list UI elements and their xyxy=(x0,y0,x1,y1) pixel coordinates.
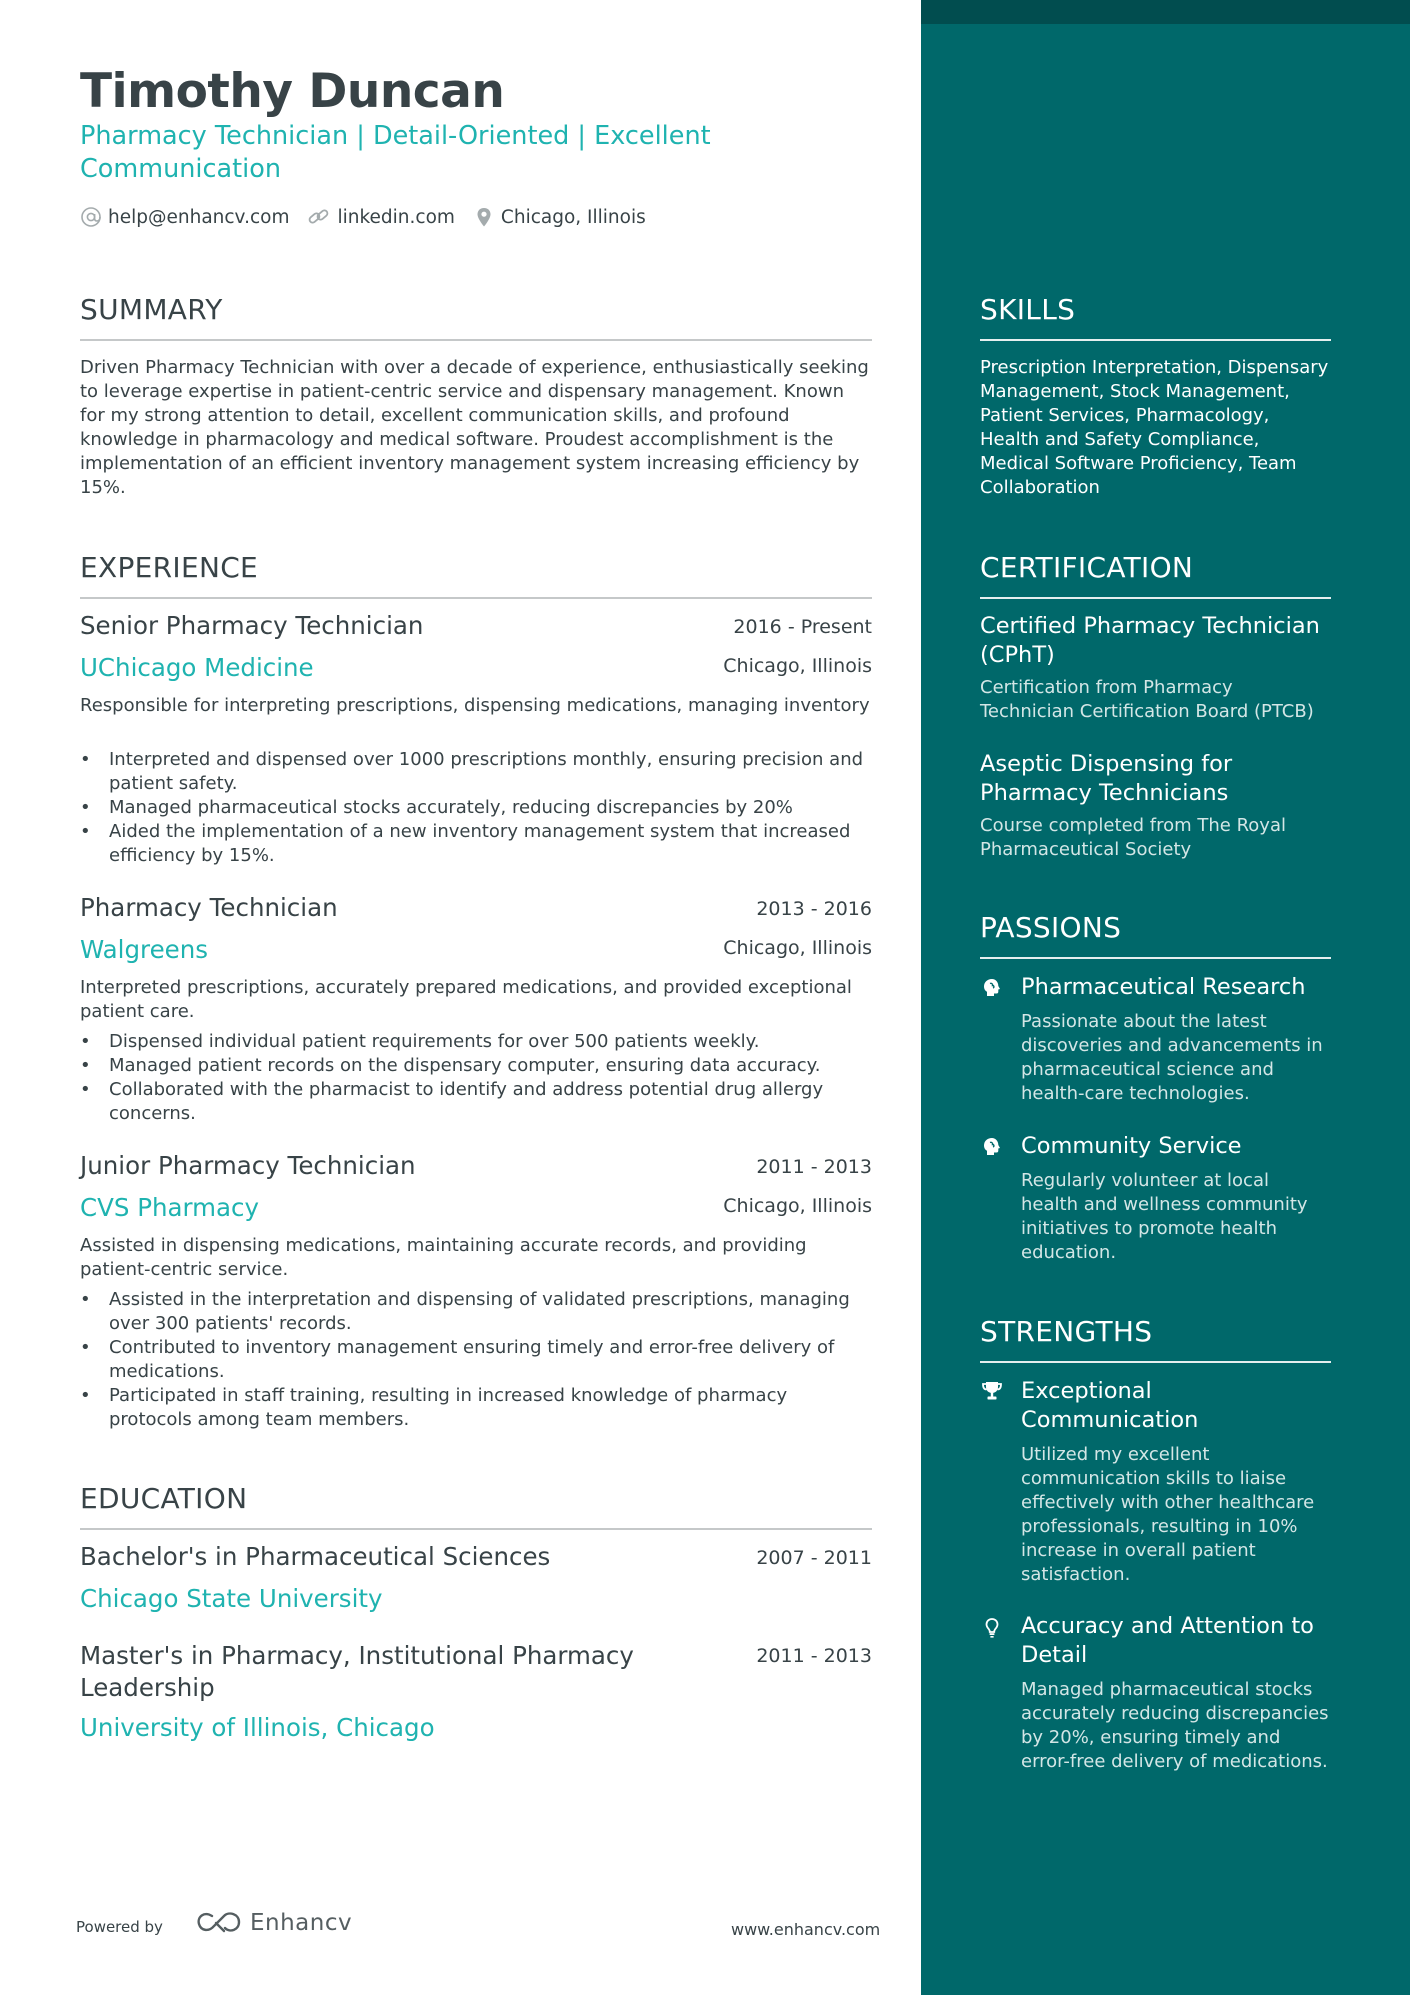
footer-url[interactable]: www.enhancv.com xyxy=(731,1920,881,1939)
contact-location xyxy=(473,206,646,228)
list-item: • Managed pharmaceutical stocks accurately, reducing discrepancies by 20% xyxy=(80,796,872,820)
job-title: Pharmacy Technician xyxy=(80,893,338,922)
lightbulb-icon xyxy=(980,1616,1004,1640)
list-item: • Collaborated with the pharmacist to identify and address potential drug allergy concerns. xyxy=(80,1078,872,1126)
list-item: • Interpreted and dispensed over 1000 prescriptions monthly, ensuring precision and patient safety. xyxy=(80,748,872,796)
certification-detail: Course completed from The Royal Pharmaceutical Society xyxy=(980,815,1286,860)
passion-name: Pharmaceutical Research xyxy=(1021,974,1306,1000)
skills-title: SKILLS xyxy=(980,293,1076,326)
job-bullets xyxy=(80,748,872,868)
passion-detail: Regularly volunteer at local health and wellness community initiatives to promote health education. xyxy=(1021,1170,1308,1263)
list-item: • Managed patient records on the dispensary computer, ensuring data accuracy. xyxy=(80,1054,872,1078)
list-item: • Participated in staff training, resulting in increased knowledge of pharmacy protocols among team members. xyxy=(80,1384,872,1432)
job-dates: 2013 - 2016 xyxy=(756,898,872,920)
job-dates: 2016 - Present xyxy=(733,616,872,638)
at-icon xyxy=(80,206,102,228)
skills-text: Prescription Interpretation, Dispensary Management, Stock Management, Patient Services, Pharmacology, Health and Safety Compliance, Medical Software Proficiency, Team Collaboration xyxy=(980,357,1329,498)
sidebar xyxy=(921,0,1410,1995)
contact-email[interactable] xyxy=(80,206,289,228)
strength-name: Exceptional Communication xyxy=(1021,1378,1199,1433)
school-name: University of Illinois, Chicago xyxy=(80,1713,435,1742)
enhancv-logo-icon xyxy=(196,1911,242,1935)
education-title: EDUCATION xyxy=(80,1482,248,1515)
link-icon xyxy=(307,206,331,228)
candidate-name: Timothy Duncan xyxy=(80,64,505,119)
contact-linkedin-text: linkedin.com xyxy=(337,206,455,228)
job-bullets xyxy=(80,1288,872,1432)
job-dates: 2011 - 2013 xyxy=(756,1156,872,1178)
job-location: Chicago, Illinois xyxy=(723,1195,872,1217)
passions-divider xyxy=(980,957,1331,959)
summary-title: SUMMARY xyxy=(80,293,223,326)
education-divider xyxy=(80,1528,872,1530)
summary-text: Driven Pharmacy Technician with over a decade of experience, enthusiastically seeking to leverage expertise in patient-centric service and dispensary management. Known for my strong attention to detail, excellent communication skills, and profound knowledge in pharmacology and medical software. Proudest accomplishment is the implementation of an efficient inventory management system increasing efficiency by 15%. xyxy=(80,357,869,498)
job-title: Junior Pharmacy Technician xyxy=(80,1151,416,1180)
contact-row xyxy=(80,206,664,228)
job-description: Responsible for interpreting prescriptions, dispensing medications, managing inventory xyxy=(80,695,870,716)
list-item: • Aided the implementation of a new inventory management system that increased efficiency by 15%. xyxy=(80,820,872,868)
skills-divider xyxy=(980,339,1331,341)
sidebar-top-band xyxy=(921,0,1410,24)
summary-divider xyxy=(80,339,872,341)
school-name: Chicago State University xyxy=(80,1584,383,1613)
contact-location-text: Chicago, Illinois xyxy=(500,206,646,228)
job-location: Chicago, Illinois xyxy=(723,655,872,677)
job-description: Interpreted prescriptions, accurately prepared medications, and provided exceptional patient care. xyxy=(80,977,852,1022)
experience-title: EXPERIENCE xyxy=(80,551,259,584)
certification-name: Aseptic Dispensing for Pharmacy Technicians xyxy=(980,751,1233,806)
degree-title: Master's in Pharmacy, Institutional Pharmacy Leadership xyxy=(80,1641,634,1702)
list-item: • Dispensed individual patient requirements for over 500 patients weekly. xyxy=(80,1030,872,1054)
strength-detail: Managed pharmaceutical stocks accurately reducing discrepancies by 20%, ensuring timely and error-free delivery of medications. xyxy=(1021,1679,1329,1772)
job-description: Assisted in dispensing medications, maintaining accurate records, and providing patient-centric service. xyxy=(80,1235,807,1280)
location-pin-icon xyxy=(473,206,495,228)
list-item: • Assisted in the interpretation and dispensing of validated prescriptions, managing over 300 patients' records. xyxy=(80,1288,872,1336)
certification-detail: Certification from Pharmacy Technician Certification Board (PTCB) xyxy=(980,677,1314,722)
strengths-title: STRENGTHS xyxy=(980,1315,1153,1348)
certification-divider xyxy=(980,597,1331,599)
experience-divider xyxy=(80,597,872,599)
degree-title: Bachelor's in Pharmaceutical Sciences xyxy=(80,1542,551,1571)
strengths-divider xyxy=(980,1361,1331,1363)
list-item: • Contributed to inventory management ensuring timely and error-free delivery of medications. xyxy=(80,1336,872,1384)
contact-email-text: help@enhancv.com xyxy=(108,206,290,228)
certification-name: Certified Pharmacy Technician (CPhT) xyxy=(980,613,1320,668)
job-company: CVS Pharmacy xyxy=(80,1193,260,1222)
degree-dates: 2011 - 2013 xyxy=(756,1645,872,1667)
job-title: Senior Pharmacy Technician xyxy=(80,611,424,640)
job-company: Walgreens xyxy=(80,935,209,964)
job-bullets xyxy=(80,1030,872,1126)
passions-title: PASSIONS xyxy=(980,911,1122,944)
contact-linkedin[interactable] xyxy=(307,206,454,228)
enhancv-logo[interactable] xyxy=(196,1910,352,1936)
strength-name: Accuracy and Attention to Detail xyxy=(1021,1613,1314,1668)
enhancv-wordmark: Enhancv xyxy=(250,1910,353,1936)
strength-detail: Utilized my excellent communication skills to liaise effectively with other healthcare professionals, resulting in 10% increase in overall patient satisfaction. xyxy=(1021,1444,1315,1585)
headline: Pharmacy Technician | Detail-Oriented | Excellent Communication xyxy=(80,121,711,184)
job-company: UChicago Medicine xyxy=(80,653,314,682)
brain-icon xyxy=(980,1135,1004,1159)
degree-dates: 2007 - 2011 xyxy=(756,1547,872,1569)
job-location: Chicago, Illinois xyxy=(723,937,872,959)
passion-detail: Passionate about the latest discoveries and advancements in pharmaceutical science and health-care technologies. xyxy=(1021,1011,1323,1104)
powered-by-label: Powered by xyxy=(76,1918,163,1936)
trophy-icon xyxy=(980,1379,1004,1403)
brain-icon xyxy=(980,976,1004,1000)
passion-name: Community Service xyxy=(1021,1133,1242,1159)
certification-title: CERTIFICATION xyxy=(980,551,1194,584)
